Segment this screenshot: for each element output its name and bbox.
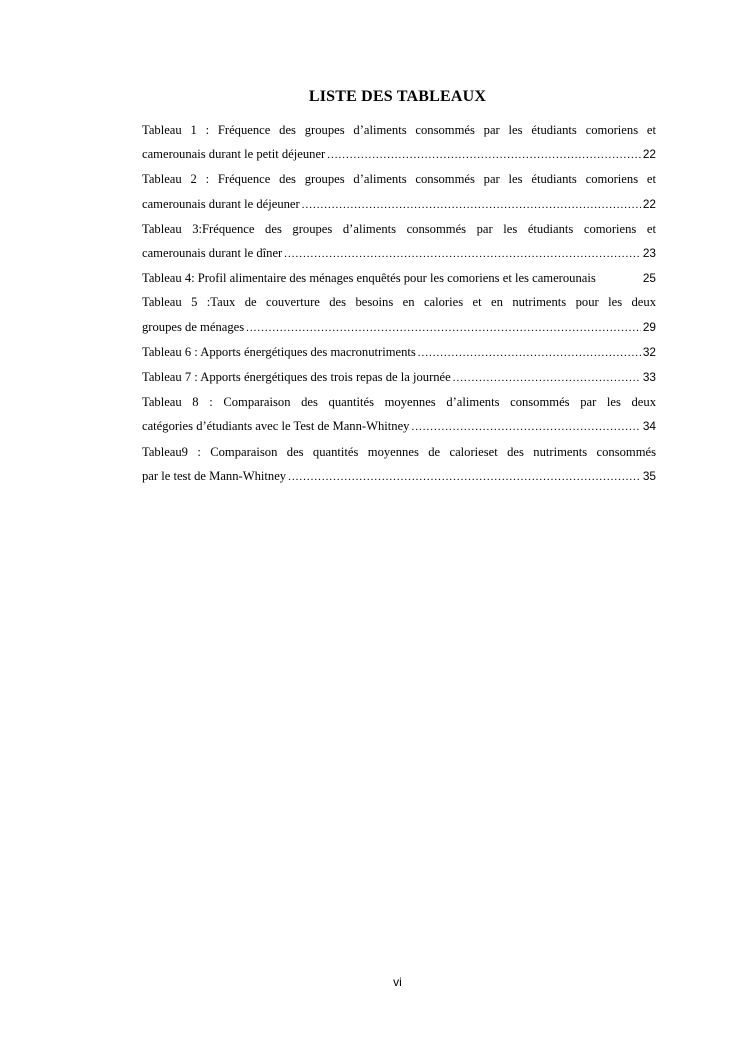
toc-entry[interactable] bbox=[142, 266, 656, 290]
table-list bbox=[142, 118, 656, 489]
toc-entry[interactable] bbox=[142, 365, 656, 390]
toc-entry-line1: Tableau 6 : Apports énergétiques des macronutriments bbox=[142, 344, 416, 359]
toc-entry[interactable] bbox=[142, 217, 656, 266]
toc-entry-line1: Tableau 1 : Fréquence des groupes d’aliments consommés par les étudiants comoriens et bbox=[142, 123, 656, 137]
toc-page-number: 23 bbox=[642, 246, 656, 261]
dot-leader bbox=[302, 193, 641, 217]
dot-leader bbox=[418, 341, 641, 365]
toc-entry[interactable] bbox=[142, 340, 656, 365]
toc-entry-line1: Tableau 2 : Fréquence des groupes d’aliments consommés par les étudiants comoriens et bbox=[142, 172, 656, 187]
toc-entry-line1: Tableau9 : Comparaison des quantités moyennes de calorieset des nutriments consommés bbox=[142, 444, 656, 459]
toc-entry-line1: Tableau 4: Profil alimentaire des ménages enquêtés pour les comoriens et les camerounais bbox=[142, 271, 596, 286]
toc-page-number: 32 bbox=[642, 344, 656, 359]
toc-page-number: 22 bbox=[642, 147, 656, 162]
dot-leader bbox=[246, 316, 641, 340]
toc-entry[interactable] bbox=[142, 390, 656, 439]
dot-leader bbox=[327, 143, 641, 167]
toc-entry-line1: Tableau 7 : Apports énergétiques des trois repas de la journée bbox=[142, 370, 451, 385]
toc-page-number: 25 bbox=[642, 271, 656, 286]
dot-leader bbox=[288, 465, 641, 489]
toc-entry[interactable] bbox=[142, 290, 656, 339]
toc-entry-line1: Tableau 3:Fréquence des groupes d’aliments consommés par les étudiants comoriens et bbox=[142, 221, 656, 236]
toc-entry-line2: camerounais durant le petit déjeuner bbox=[142, 147, 326, 162]
toc-entry-line2: groupes de ménages bbox=[142, 319, 245, 334]
toc-entry[interactable] bbox=[142, 118, 656, 167]
toc-entry-line2: camerounais durant le déjeuner bbox=[142, 196, 300, 211]
toc-entry[interactable] bbox=[142, 440, 656, 489]
toc-entry-line2: catégories d’étudiants avec le Test de Mann-Whitney bbox=[142, 419, 410, 434]
toc-entry-line1: Tableau 8 : Comparaison des quantités moyennes d’aliments consommés par les deux bbox=[142, 395, 656, 410]
page-number: vi bbox=[393, 975, 402, 989]
dot-leader bbox=[453, 366, 641, 390]
toc-page-number: 35 bbox=[642, 468, 656, 483]
dot-leader bbox=[411, 415, 640, 439]
toc-page-number: 22 bbox=[642, 196, 656, 211]
toc-entry[interactable] bbox=[142, 167, 656, 216]
toc-page-number: 29 bbox=[642, 319, 656, 334]
dot-leader bbox=[284, 242, 641, 266]
toc-entry-line2: camerounais durant le dîner bbox=[142, 246, 283, 261]
toc-entry-line1: Tableau 5 :Taux de couverture des besoins en calories et en nutriments pour les deux bbox=[142, 295, 656, 310]
toc-page-number: 34 bbox=[642, 419, 656, 434]
toc-page-number: 33 bbox=[642, 370, 656, 385]
page-title: LISTE DES TABLEAUX bbox=[308, 88, 487, 105]
toc-entry-line2: par le test de Mann-Whitney bbox=[142, 468, 287, 483]
